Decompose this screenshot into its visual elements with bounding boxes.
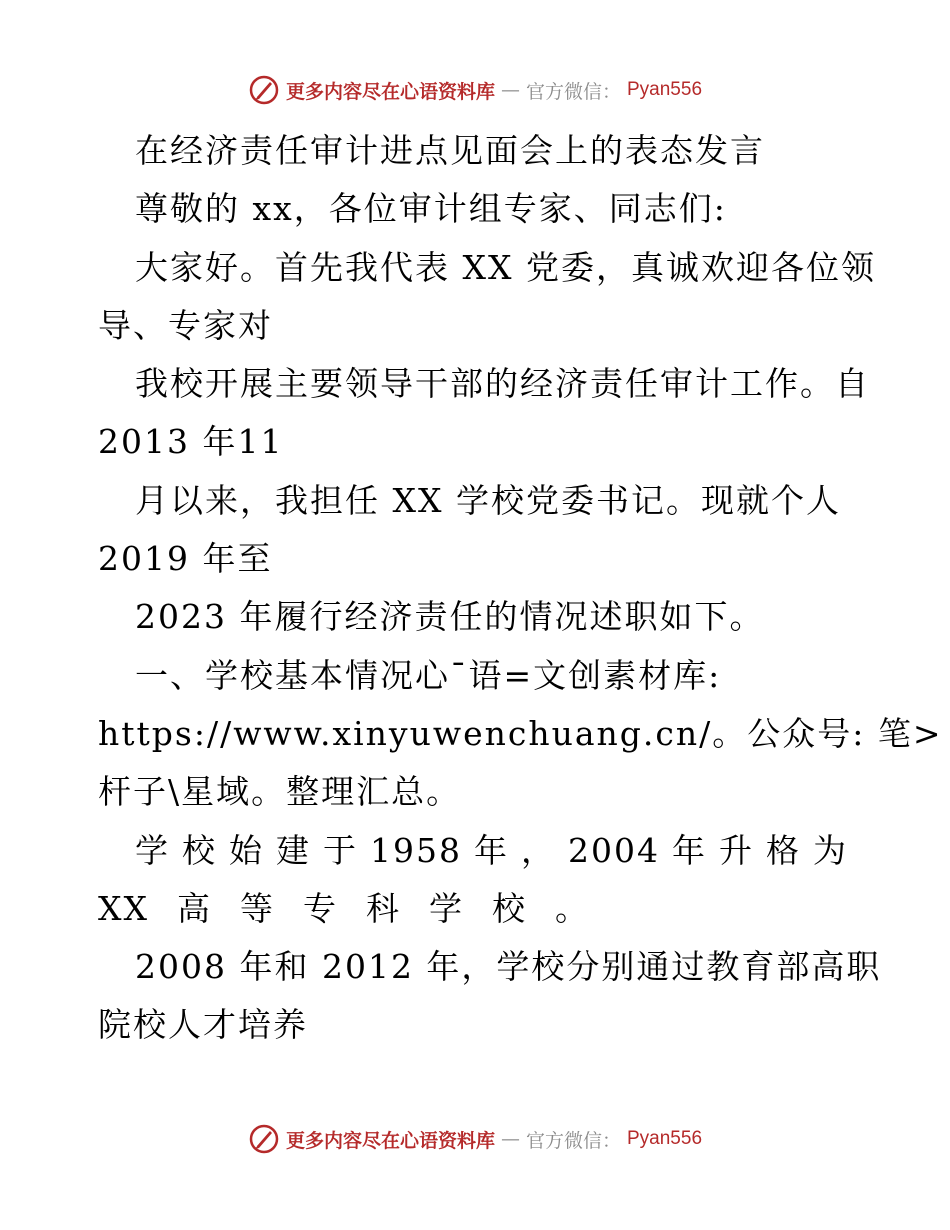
justified-token: 年 xyxy=(473,830,509,870)
banner-brand-text: 更多内容尽在心语资料库 xyxy=(285,80,495,103)
justified-token: XX xyxy=(98,888,149,928)
justified-line xyxy=(98,822,858,880)
paragraph-line: https://www.xinyuwenchuang.cn/。公众号: 笔> xyxy=(98,713,943,753)
banner-separator: — xyxy=(500,79,520,101)
justified-token: 。 xyxy=(555,888,590,928)
justified-token: 升 xyxy=(718,830,754,870)
justified-token: 格 xyxy=(765,830,801,870)
paragraph-line: 2019 年至 xyxy=(98,539,273,579)
banner-wechat-id: Pyan556 xyxy=(627,79,703,100)
justified-token: 等 xyxy=(240,888,275,928)
paragraph-line: 大家好。首先我代表 XX 党委，真诚欢迎各位领 xyxy=(135,247,876,287)
paragraph-line: 我校开展主要领导干部的经济责任审计工作。自 xyxy=(135,364,870,404)
quill-logo-icon xyxy=(248,74,280,106)
justified-token: 建 xyxy=(276,830,311,870)
justified-token: 于 xyxy=(323,830,358,870)
justified-token: 校 xyxy=(182,830,217,870)
footer-banner xyxy=(0,1119,950,1159)
justified-token: 为 xyxy=(812,830,848,870)
paragraph-line: 2008 年和 2012 年，学校分别通过教育部高职 xyxy=(135,947,882,987)
salutation: 尊敬的 xx，各位审计组专家、同志们: xyxy=(135,189,727,229)
justified-token: 1958 xyxy=(370,830,462,870)
banner-wechat-label: 官方微信： xyxy=(525,80,621,103)
banner-brand-text: 更多内容尽在心语资料库 xyxy=(285,1129,495,1152)
justified-token: 学 xyxy=(135,830,170,870)
quill-logo-icon xyxy=(248,1123,280,1155)
paragraph-line: 导、专家对 xyxy=(98,305,273,345)
justified-token: 始 xyxy=(229,830,264,870)
document-title: 在经济责任审计进点见面会上的表态发言 xyxy=(135,131,765,170)
paragraph-line: 杆子\星域。整理汇总。 xyxy=(98,772,462,812)
justified-token: 科 xyxy=(366,888,401,928)
justified-line-spread xyxy=(98,880,858,938)
justified-line-spread xyxy=(135,822,848,880)
justified-token: 专 xyxy=(303,888,338,928)
justified-token: ， xyxy=(520,830,556,870)
paragraph-line: 月以来，我担任 XX 学校党委书记。现就个人 xyxy=(135,480,841,520)
paragraph-line: 2013 年11 xyxy=(98,422,284,462)
section-heading: 一、学校基本情况心¯语=文创素材库: xyxy=(135,655,722,695)
justified-line xyxy=(98,880,858,938)
paragraph-line: 院校人才培养 xyxy=(98,1005,308,1045)
banner-separator: — xyxy=(500,1128,520,1150)
justified-token: 2004 xyxy=(567,830,660,870)
banner-wechat-label: 官方微信： xyxy=(525,1129,621,1152)
justified-token: 年 xyxy=(671,830,707,870)
header-banner xyxy=(0,70,950,110)
justified-token: 校 xyxy=(492,888,527,928)
document-body xyxy=(98,122,943,1055)
banner-wechat-id: Pyan556 xyxy=(627,1128,703,1149)
justified-token: 高 xyxy=(177,888,212,928)
justified-token: 学 xyxy=(429,888,464,928)
paragraph-line: 2023 年履行经济责任的情况述职如下。 xyxy=(135,597,765,637)
